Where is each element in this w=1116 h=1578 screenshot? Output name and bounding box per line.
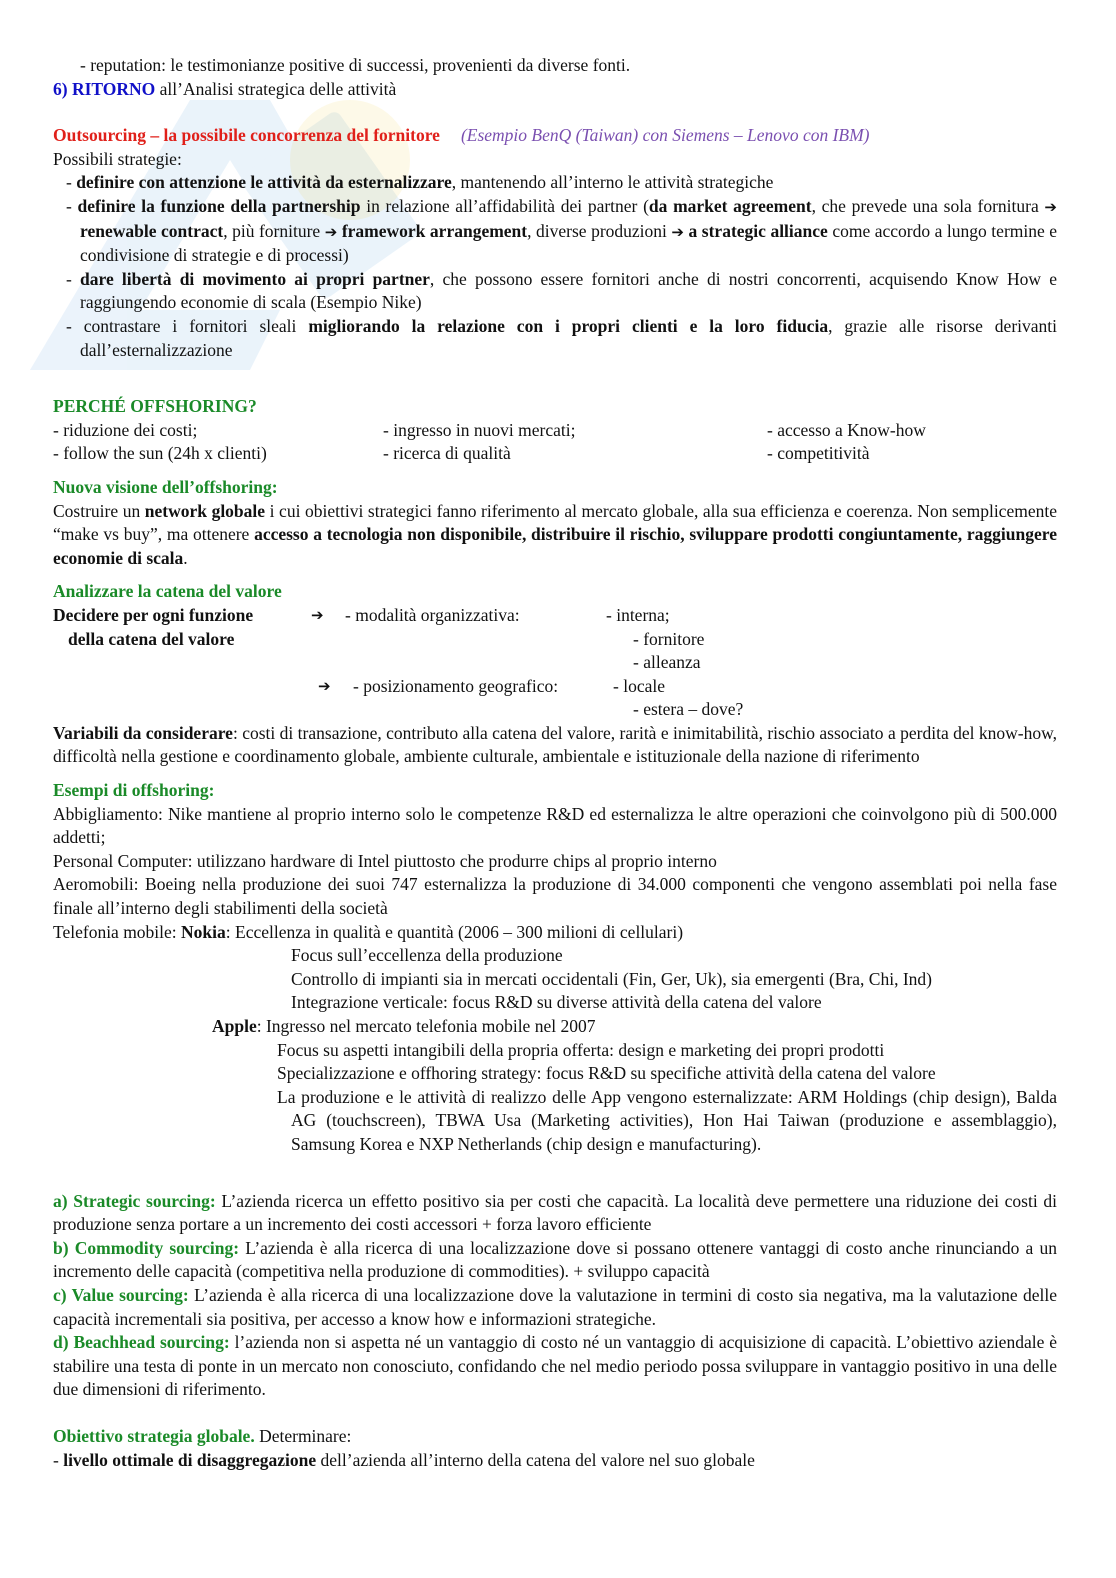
variables-paragraph: Variabili da considerare: costi di transazione, contributo alla catena del valore, rarità e inimitabilità, rischio associato a perdita del know-how, difficoltà nella gestione e coordinamento globale, ambiente culturale, ambientale e istituzionale della nazione di riferimento <box>53 722 1057 767</box>
outsourcing-example: (Esempio BenQ (Taiwan) con Siemens – Lenovo con IBM) <box>460 125 870 146</box>
nokia-line: Focus sull’eccellenza della produzione <box>291 945 563 966</box>
value-chain-diagram <box>53 604 1057 722</box>
geo-option-local: - locale <box>613 675 665 696</box>
ritorno-number: 6) RITORNO <box>53 78 156 99</box>
org-option-supplier: - fornitore <box>633 628 705 649</box>
decide-line-2: della catena del valore <box>68 628 235 649</box>
example-pc: Personal Computer: utilizzano hardware di Intel piuttosto che produrre chips al proprio interno <box>53 850 717 871</box>
example-aero: Aeromobili: Boeing nella produzione dei suoi 747 esternalizza la produzione di 34.000 componenti che vengono assemblati poi nella fase finale all’interno degli stabilimenti della società <box>53 874 1057 919</box>
nokia-line: Controllo di impianti sia in mercati occidentali (Fin, Ger, Uk), sia emergenti (Bra, Chi, Ind) <box>291 968 932 989</box>
nokia-line: Integrazione verticale: focus R&D su diverse attività della catena del valore <box>291 992 822 1013</box>
org-option-internal: - interna; <box>606 604 670 625</box>
strategy-item-2: - definire la funzione della partnership in relazione all’affidabilità dei partner (da market agreement, che prevede una sola fornitura ➔ renewable contract, più forniture ➔ framework arrangement, diverse produzioni ➔ a strategic alliance come accordo a lungo termine e condivisione di strategie e di processi) <box>66 195 1058 266</box>
reputation-line: - reputation: le testimonianze positive di successi, provenienti da diverse fonti. <box>80 55 631 75</box>
arrow-right-icon: ➔ <box>671 222 684 241</box>
sourcing-value: c) Value sourcing: L’azienda è alla ricerca di una localizzazione dove la valutazione in termini di costo sia negativa, ma la valutazione delle capacità incrementali sia positiva, per accesso a know how e informazioni strategiche. <box>53 1284 1057 1329</box>
outsourcing-heading <box>53 124 1057 148</box>
document-page <box>53 54 1057 1472</box>
arrow-right-icon: ➔ <box>318 676 331 695</box>
examples-title: Esempi di offshoring: <box>53 780 215 801</box>
arrow-right-icon: ➔ <box>311 605 324 624</box>
strategy-item-4: - contrastare i fornitori sleali migliorando la relazione con i propri clienti e la loro fiducia, grazie alle risorse derivanti dall’esternalizzazione <box>66 315 1057 360</box>
example-apple: Apple: Ingresso nel mercato telefonia mobile nel 2007 <box>212 1016 596 1036</box>
geo-option-foreign: - estera – dove? <box>633 698 744 719</box>
arrow-right-icon: ➔ <box>324 222 338 241</box>
arrow-right-icon: ➔ <box>1044 197 1057 216</box>
vision-paragraph: Costruire un network globale i cui obiettivi strategici fanno riferimento al mercato globale, alla sua efficienza e coerenza. Non semplicemente “make vs buy”, ma ottenere accesso a tecnologia non disponibile, distribuire il rischio, sviluppare prodotti congiuntamente, raggiungere economie di scala. <box>53 500 1057 568</box>
apple-line: La produzione e le attività di realizzo delle App vengono esternalizzate: ARM Holdings (chip design), Balda AG (touchscreen), TBWA Usa (Marketing activities), Hon Hai Taiwan (produzione e assemblaggio), Samsung Korea e NXP Netherlands (chip design e manufacturing). <box>277 1086 1057 1154</box>
example-apparel: Abbigliamento: Nike mantiene al proprio interno solo le competenze R&D ed esternalizza le altre operazioni che coinvolgono più di 500.000 addetti; <box>53 803 1057 848</box>
strategies-label: Possibili strategie: <box>53 148 182 169</box>
example-nokia: Telefonia mobile: Nokia: Eccellenza in qualità e quantità (2006 – 300 milioni di cellulari) <box>53 921 684 942</box>
global-strategy-heading: Obiettivo strategia globale. Determinare: <box>53 1425 352 1446</box>
ritorno-line <box>53 78 1057 102</box>
strategy-item-1: - definire con attenzione le attività da esternalizzare, mantenendo all’interno le attività strategiche <box>66 172 774 193</box>
offshoring-title: PERCHÉ OFFSHORING? <box>53 396 257 417</box>
ritorno-text: all’Analisi strategica delle attività <box>155 78 397 99</box>
value-chain-title: Analizzare la catena del valore <box>53 581 282 602</box>
sourcing-strategic: a) Strategic sourcing: L’azienda ricerca un effetto positivo sia per costi che capacità. La località deve permettere una riduzione dei costi di produzione senza portare a un incremento dei costi accessori + forza lavoro efficiente <box>53 1190 1057 1235</box>
geo-label: - posizionamento geografico: <box>353 675 559 696</box>
vision-title: Nuova visione dell’offshoring: <box>53 476 278 497</box>
org-label: - modalità organizzativa: <box>345 604 520 625</box>
strategy-item-3: - dare libertà di movimento ai propri partner, che possono essere fornitori anche di nostri concorrenti, acquisendo Know How e raggiungendo economie di scala (Esempio Nike) <box>66 268 1057 313</box>
apple-line: Specializzazione e offhoring strategy: focus R&D su specifiche attività della catena del valore <box>277 1063 936 1084</box>
global-strategy-item: - livello ottimale di disaggregazione dell’azienda all’interno della catena del valore nel suo globale <box>53 1449 755 1470</box>
apple-line: Focus su aspetti intangibili della propria offerta: design e marketing dei propri prodotti <box>277 1039 885 1060</box>
offshoring-reasons-row: - riduzione dei costi; - ingresso in nuovi mercati; - accesso a Know-how <box>53 419 926 440</box>
org-option-alliance: - alleanza <box>633 651 701 672</box>
outsourcing-title: Outsourcing – la possibile concorrenza del fornitore <box>53 125 440 146</box>
sourcing-commodity: b) Commodity sourcing: L’azienda è alla ricerca di una localizzazione dove si possano ottenere vantaggi di costo anche rinunciando a un incremento delle capacità (competitiva nella produzione di commodities). + sviluppo capacità <box>53 1237 1057 1282</box>
sourcing-beachhead: d) Beachhead sourcing: l’azienda non si aspetta né un vantaggio di costo né un vantaggio di acquisizione di capacità. L’obiettivo aziendale è stabilire una testa di ponte in un mercato non conosciuto, confidando che nel medio periodo possa sviluppare in vantaggio positivo in una delle due dimensioni di riferimento. <box>53 1332 1057 1400</box>
offshoring-reasons-row: - follow the sun (24h x clienti) - ricerca di qualità - competitività <box>53 443 870 464</box>
decide-line-1: Decidere per ogni funzione <box>53 604 254 625</box>
